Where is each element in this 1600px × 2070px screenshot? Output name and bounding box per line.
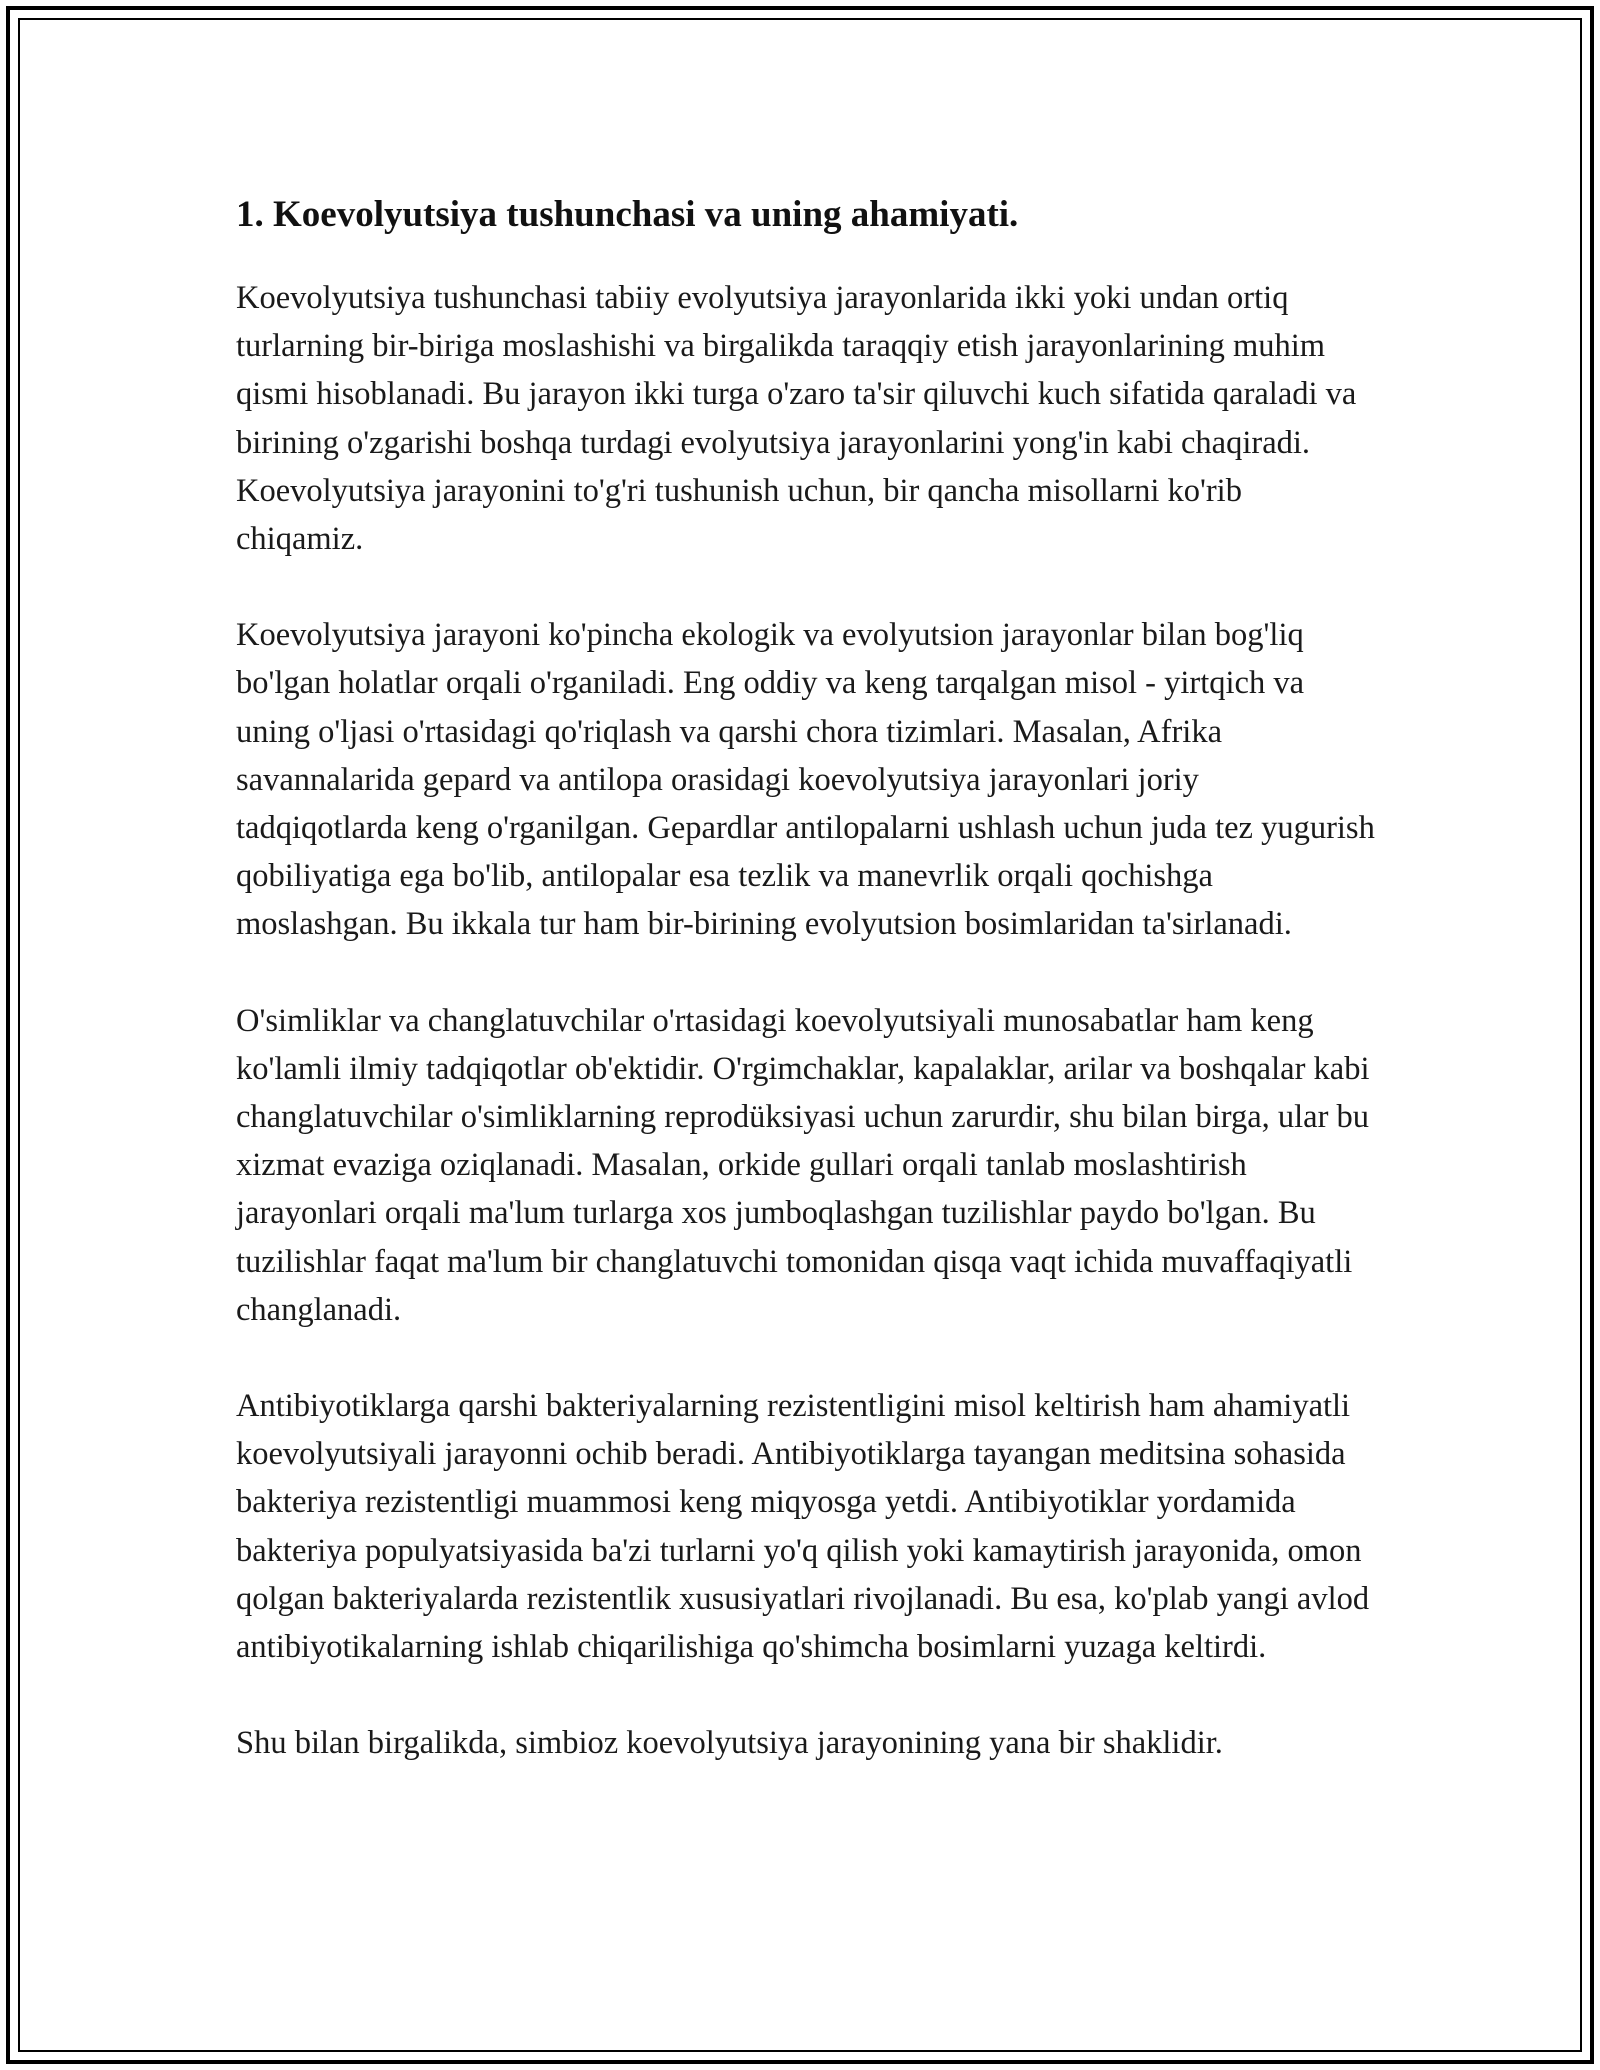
section-heading: 1. Koevolyutsiya tushunchasi va uning ahamiyati. — [236, 194, 1019, 235]
paragraph-4: Antibiyotiklarga qarshi bakteriyalarning rezistentligini misol keltirish ham ahamiyatli koevolyutsiyali jarayonni ochib beradi. Antibiyotiklarga tayangan meditsina sohasida bakteriya rezistentligi muammosi keng miqyosga yetdi. Antibiyotiklar yordamida bakteriya populyatsiyasida ba'zi turlarni yo'q qilish yoki kamaytirish jarayonida, omon qolgan bakteriyalarda rezistentlik xususiyatlari rivojlanadi. Bu esa, ko'plab yangi avlod antibiyotikalarning ishlab chiqarilishiga qo'shimcha bosimlarni yuzaga keltirdi. — [236, 1388, 1370, 1666]
document-body — [236, 188, 1376, 1815]
paragraph-2: Koevolyutsiya jarayoni ko'pincha ekologik va evolyutsion jarayonlar bilan bog'liq bo'lgan holatlar orqali o'rganiladi. Eng oddiy va keng tarqalgan misol - yirtqich va uning o'ljasi o'rtasidagi qo'riqlash va qarshi chora tizimlari. Masalan, Afrika savannalarida gepard va antilopa orasidagi koevolyutsiya jarayonlari joriy tadqiqotlarda keng o'rganilgan. Gepardlar antilopalarni ushlash uchun juda tez yugurish qobiliyatiga ega bo'lib, antilopalar esa tezlik va manevrlik orqali qochishga moslashgan. Bu ikkala tur ham bir-birining evolyutsion bosimlaridan ta'sirlanadi. — [236, 617, 1375, 943]
paragraph-3: O'simliklar va changlatuvchilar o'rtasidagi koevolyutsiyali munosabatlar ham keng ko'lamli ilmiy tadqiqotlar ob'ektidir. O'rgimchaklar, kapalaklar, arilar va boshqalar kabi changlatuvchilar o'simliklarning reprodüksiyasi uchun zarurdir, shu bilan birga, ular bu xizmat evaziga oziqlanadi. Masalan, orkide gullari orqali tanlab moslashtirish jarayonlari orqali ma'lum turlarga xos jumboqlashgan tuzilishlar paydo bo'lgan. Bu tuzilishlar faqat ma'lum bir changlatuvchi tomonidan qisqa vaqt ichida muvaffaqiyatli changlanadi. — [236, 1002, 1370, 1328]
paragraph-5: Shu bilan birgalikda, simbioz koevolyutsiya jarayonining yana bir shaklidir. — [236, 1725, 1223, 1762]
paragraph-1: Koevolyutsiya tushunchasi tabiiy evolyutsiya jarayonlarida ikki yoki undan ortiq turlarning bir-biriga moslashishi va birgalikda taraqqiy etish jarayonlarining muhim qismi hisoblanadi. Bu jarayon ikki turga o'zaro ta'sir qiluvchi kuch sifatida qaraladi va birining o'zgarishi boshqa turdagi evolyutsiya jarayonlarini yong'in kabi chaqiradi. Koevolyutsiya jarayonini to'g'ri tushunish uchun, bir qancha misollarni ko'rib chiqamiz. — [236, 280, 1357, 558]
